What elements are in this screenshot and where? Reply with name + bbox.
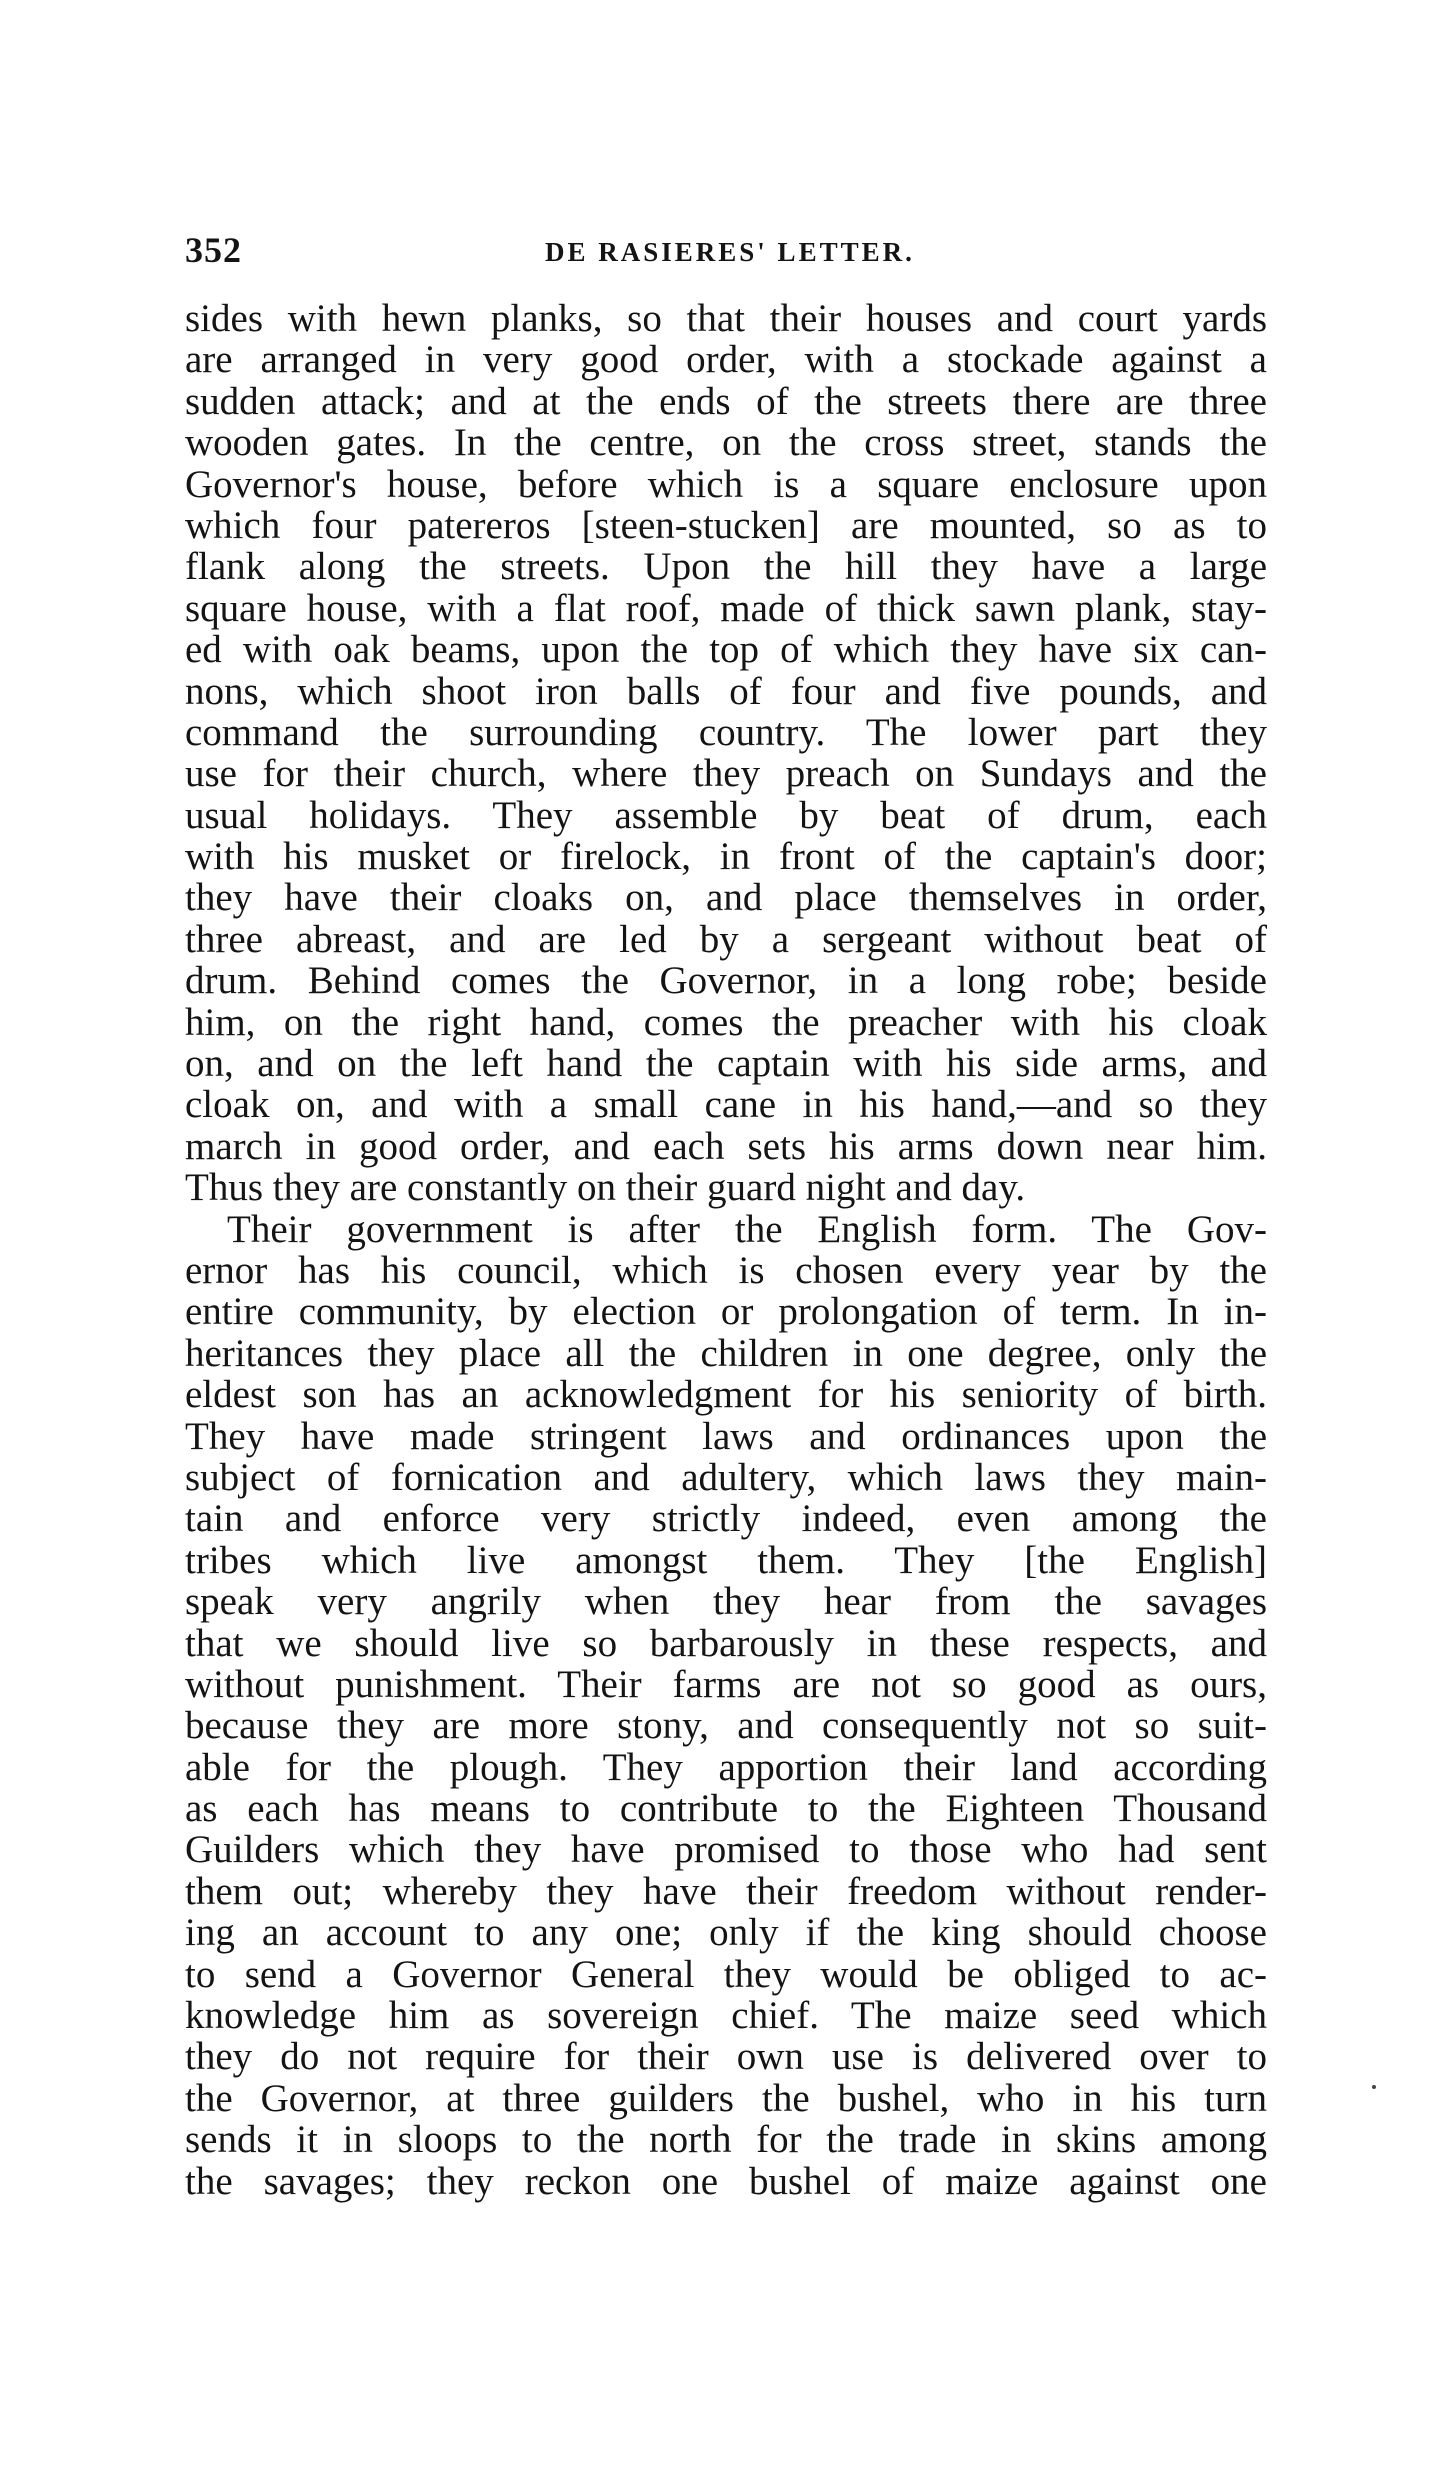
margin-mark — [1372, 2085, 1376, 2089]
text-line: Governor's house, before which is a square enclosure upon — [185, 462, 1267, 506]
text-line: use for their church, where they preach on Sundays and the — [185, 752, 1267, 796]
page-number: 352 — [185, 230, 242, 270]
text-line: wooden gates. In the centre, on the cross street, stands the — [185, 421, 1267, 465]
text-line: They have made stringent laws and ordinances upon the — [185, 1414, 1267, 1458]
body-text — [185, 298, 1267, 2202]
text-line: command the surrounding country. The lower part they — [185, 710, 1267, 754]
text-line: the savages; they reckon one bushel of maize against one — [185, 2159, 1267, 2203]
text-line: which four patereros [steen-stucken] are mounted, so as to — [185, 503, 1267, 547]
text-line: march in good order, and each sets his arms down near him. — [185, 1124, 1267, 1168]
text-line: nons, which shoot iron balls of four and five pounds, and — [185, 669, 1267, 713]
text-line: able for the plough. They apportion their land according — [185, 1745, 1267, 1789]
text-line: the Governor, at three guilders the bushel, who in his turn — [185, 2076, 1267, 2120]
text-line: him, on the right hand, comes the preacher with his cloak — [185, 1000, 1267, 1044]
text-line: three abreast, and are led by a sergeant without beat of — [185, 917, 1267, 961]
text-line: Their government is after the English form. The Gov- — [227, 1207, 1267, 1251]
text-line: subject of fornication and adultery, which laws they main- — [185, 1455, 1267, 1499]
text-line: ing an account to any one; only if the king should choose — [185, 1911, 1267, 1955]
text-line: ernor has his council, which is chosen every year by the — [185, 1248, 1267, 1292]
text-line: sudden attack; and at the ends of the streets there are three — [185, 379, 1267, 423]
running-title: DE RASIERES' LETTER. — [545, 237, 915, 267]
text-line: because they are more stony, and consequently not so suit- — [185, 1704, 1267, 1748]
text-line: with his musket or firelock, in front of the captain's door; — [185, 835, 1267, 879]
text-line: that we should live so barbarously in these respects, and — [185, 1621, 1267, 1665]
text-line: knowledge him as sovereign chief. The maize seed which — [185, 1994, 1267, 2038]
text-line: eldest son has an acknowledgment for his seniority of birth. — [185, 1373, 1267, 1417]
text-line: heritances they place all the children in one degree, only the — [185, 1331, 1267, 1375]
text-line: on, and on the left hand the captain with his side arms, and — [185, 1042, 1267, 1086]
text-line: speak very angrily when they hear from the savages — [185, 1580, 1267, 1624]
text-line: they do not require for their own use is delivered over to — [185, 2035, 1267, 2079]
text-line: to send a Governor General they would be obliged to ac- — [185, 1952, 1267, 1996]
text-line: tain and enforce very strictly indeed, even among the — [185, 1497, 1267, 1541]
running-head — [185, 228, 1265, 272]
text-line: square house, with a flat roof, made of thick sawn plank, stay- — [185, 586, 1267, 630]
text-line: sends it in sloops to the north for the trade in skins among — [185, 2118, 1267, 2162]
text-line: flank along the streets. Upon the hill they have a large — [185, 545, 1267, 589]
text-line: usual holidays. They assemble by beat of drum, each — [185, 793, 1267, 837]
text-line: they have their cloaks on, and place themselves in order, — [185, 876, 1267, 920]
text-line: entire community, by election or prolongation of term. In in- — [185, 1290, 1267, 1334]
text-line: Thus they are constantly on their guard night and day. — [185, 1166, 1026, 1210]
text-line: them out; whereby they have their freedom without render- — [185, 1869, 1267, 1913]
text-line: tribes which live amongst them. They [the English] — [185, 1538, 1267, 1582]
text-line: as each has means to contribute to the Eighteen Thousand — [185, 1787, 1267, 1831]
text-line: ed with oak beams, upon the top of which they have six can- — [185, 628, 1267, 672]
text-line: drum. Behind comes the Governor, in a long robe; beside — [185, 959, 1267, 1003]
text-line: Guilders which they have promised to those who had sent — [185, 1828, 1267, 1872]
text-line: cloak on, and with a small cane in his hand,—and so they — [185, 1083, 1267, 1127]
text-line: without punishment. Their farms are not so good as ours, — [185, 1662, 1267, 1706]
text-line: are arranged in very good order, with a stockade against a — [185, 338, 1267, 382]
text-line: sides with hewn planks, so that their houses and court yards — [185, 297, 1267, 340]
